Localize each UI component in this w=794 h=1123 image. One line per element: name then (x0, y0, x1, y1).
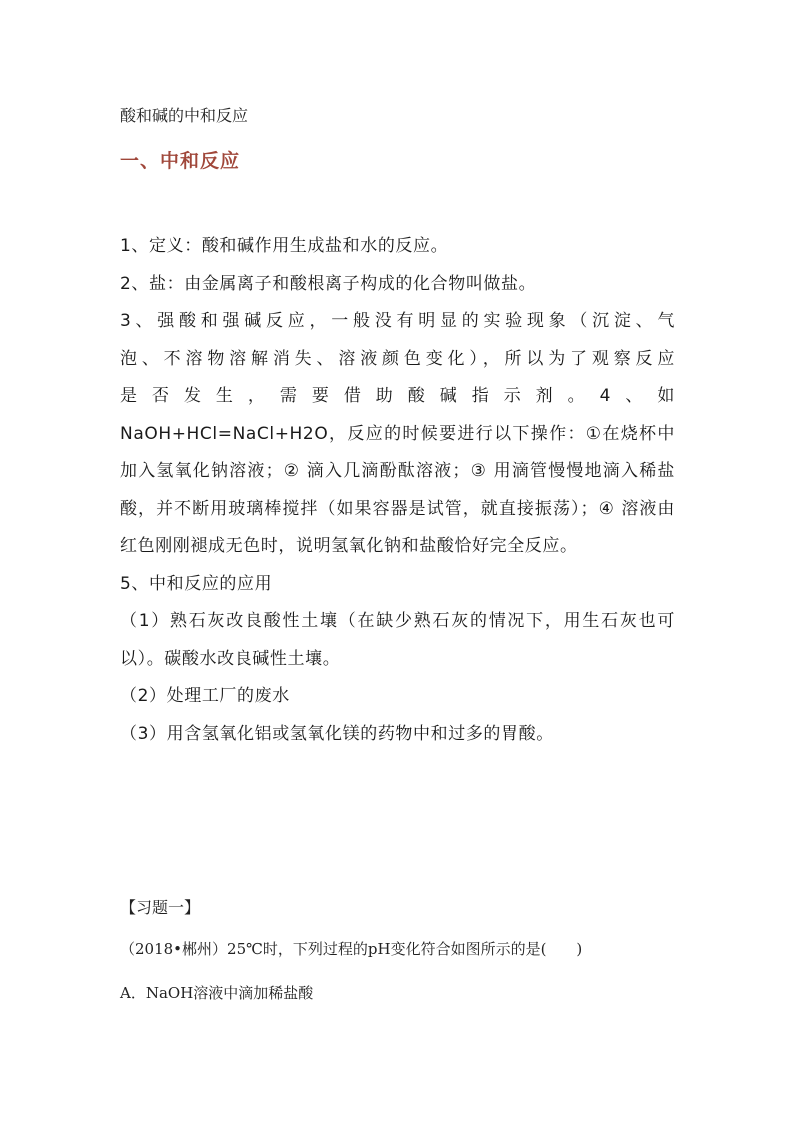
exercise-question: （2018•郴州）25℃时，下列过程的pH变化符合如图所示的是( ) (120, 940, 583, 958)
document-title: 酸和碱的中和反应 (120, 106, 249, 125)
paragraph-salt: 2、盐：由金属离子和酸根离子构成的化合物叫做盐。 (120, 273, 537, 294)
paragraph-definition: 1、定义：酸和碱作用生成盐和水的反应。 (120, 236, 449, 256)
paragraph-application-3: （3）用含氢氧化铝或氢氧化镁的药物中和过多的胃酸。 (120, 723, 554, 744)
paragraph-procedure: NaOH+HCl=NaCl+H2O，反应的时候要进行以下操作：①在烧杯中加入氢氧化钠溶液；② 滴入几滴酚酞溶液；③ 用滴管慢慢地滴入稀盐酸，并不断用玻璃棒搅拌（如果容器是试管，就直接振荡）；④ 溶液由红色刚刚褪成无色时，说明氢氧化钠和盐酸恰好完全反应。 (120, 423, 675, 556)
paragraph-applications-heading: 5、中和反应的应用 (120, 573, 273, 594)
section-heading: 一、中和反应 (120, 150, 241, 172)
paragraph-application-1: （1）熟石灰改良酸性土壤（在缺少熟石灰的情况下，用生石灰也可以）。碳酸水改良碱性土壤。 (120, 611, 675, 669)
body-text (120, 228, 675, 753)
exercise-option-a: A．NaOH溶液中滴加稀盐酸 (120, 984, 314, 1002)
exercise-heading: 【习题一】 (120, 898, 201, 917)
paragraph-strong-acid-line-3: 是否发生，需要借助酸碱指示剂。4、如 (120, 386, 675, 406)
paragraph-application-2: （2）处理工厂的废水 (120, 686, 290, 706)
paragraph-strong-acid-line-1: 3、强酸和强碱反应，一般没有明显的实验现象（沉淀、气 (120, 311, 675, 331)
paragraph-strong-acid-line-2: 泡、不溶物溶解消失、溶液颜色变化），所以为了观察反应 (120, 348, 675, 369)
